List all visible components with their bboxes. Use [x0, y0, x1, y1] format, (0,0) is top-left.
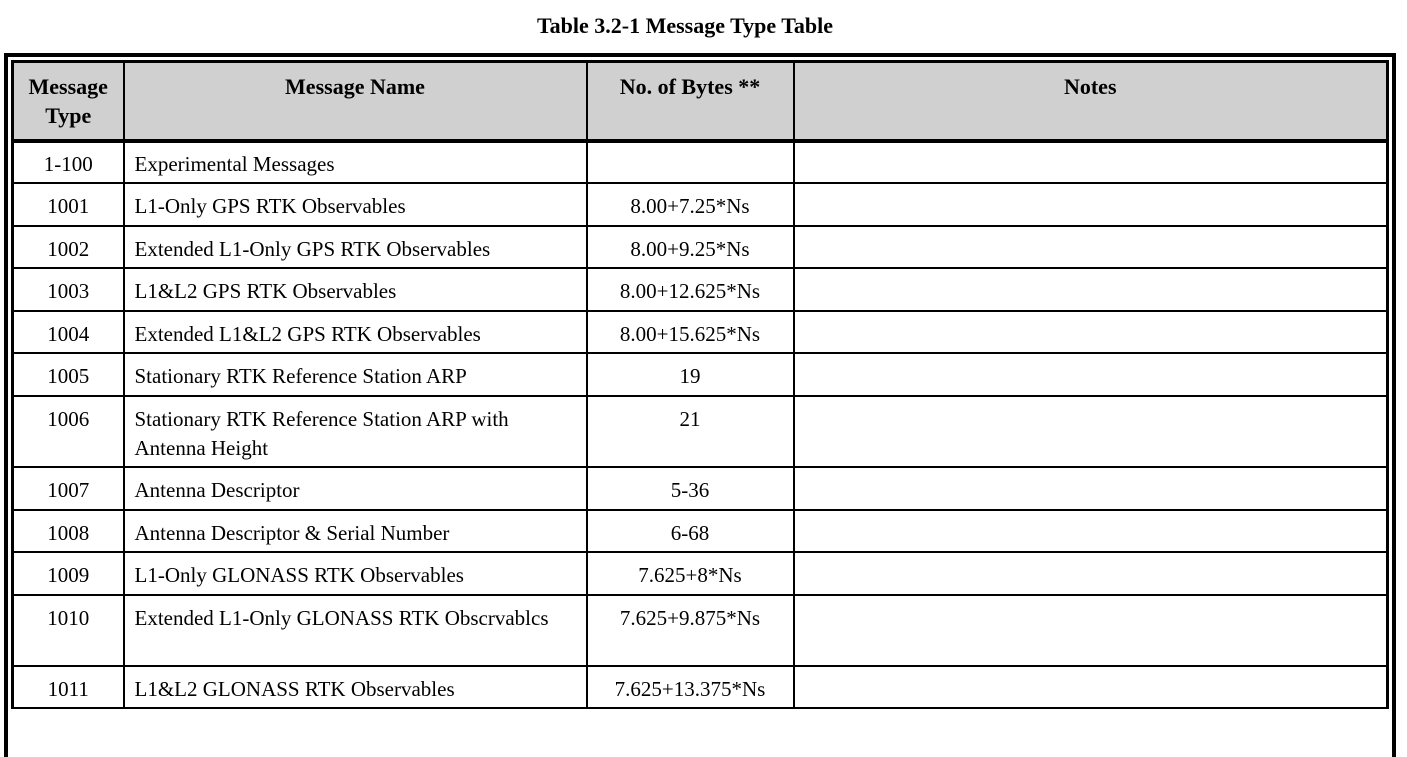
cell-message-type: 1011 — [13, 666, 124, 709]
cell-bytes — [587, 141, 794, 184]
cell-message-name: L1&L2 GPS RTK Observables — [124, 268, 587, 311]
table-row — [13, 183, 1388, 226]
header-notes: Notes — [794, 62, 1388, 142]
message-type-table — [4, 53, 1396, 757]
cell-message-name: L1-Only GPS RTK Observables — [124, 183, 587, 226]
cell-message-type: 1008 — [13, 510, 124, 553]
cell-bytes: 5-36 — [587, 467, 794, 510]
table-row — [13, 226, 1388, 269]
cell-message-name: Antenna Descriptor & Serial Number — [124, 510, 587, 553]
table-row — [13, 510, 1388, 553]
cell-message-type: 1007 — [13, 467, 124, 510]
cell-bytes: 7.625+13.375*Ns — [587, 666, 794, 709]
cell-notes — [794, 353, 1388, 396]
table-row — [13, 552, 1388, 595]
header-bytes: No. of Bytes ** — [587, 62, 794, 142]
cell-message-type: 1006 — [13, 396, 124, 467]
cell-bytes: 8.00+7.25*Ns — [587, 183, 794, 226]
table-row — [13, 311, 1388, 354]
cell-message-type: 1-100 — [13, 141, 124, 184]
cell-bytes: 6-68 — [587, 510, 794, 553]
cell-notes — [794, 268, 1388, 311]
table-row — [13, 353, 1388, 396]
table-row — [13, 595, 1388, 666]
cell-message-type: 1009 — [13, 552, 124, 595]
cell-message-name: Stationary RTK Reference Station ARP with Antenna Height — [124, 396, 587, 467]
cell-notes — [794, 226, 1388, 269]
cell-notes — [794, 552, 1388, 595]
cell-notes — [794, 510, 1388, 553]
cell-bytes: 21 — [587, 396, 794, 467]
cell-bytes: 8.00+15.625*Ns — [587, 311, 794, 354]
table-row — [13, 666, 1388, 709]
cell-message-name: Stationary RTK Reference Station ARP — [124, 353, 587, 396]
header-message-name: Message Name — [124, 62, 587, 142]
cell-bytes: 8.00+9.25*Ns — [587, 226, 794, 269]
cell-message-name: Extended L1-Only GPS RTK Observables — [124, 226, 587, 269]
table-row — [13, 268, 1388, 311]
cell-notes — [794, 183, 1388, 226]
cell-notes — [794, 311, 1388, 354]
cell-message-name: Extended L1&L2 GPS RTK Observables — [124, 311, 587, 354]
cell-bytes: 7.625+8*Ns — [587, 552, 794, 595]
cell-notes — [794, 595, 1388, 666]
cell-message-type: 1005 — [13, 353, 124, 396]
cell-message-name: Extended L1-Only GLONASS RTK Obscrvablcs — [124, 595, 587, 666]
cell-message-type: 1002 — [13, 226, 124, 269]
cell-notes — [794, 141, 1388, 184]
table-row — [13, 467, 1388, 510]
table-header — [11, 60, 1389, 143]
cell-notes — [794, 666, 1388, 709]
table-row — [13, 141, 1388, 184]
cell-message-name: Antenna Descriptor — [124, 467, 587, 510]
cell-message-type: 1010 — [13, 595, 124, 666]
cell-message-type: 1001 — [13, 183, 124, 226]
cell-bytes: 19 — [587, 353, 794, 396]
cell-message-name: L1&L2 GLONASS RTK Observables — [124, 666, 587, 709]
cell-message-name: L1-Only GLONASS RTK Observables — [124, 552, 587, 595]
table-title: Table 3.2-1 Message Type Table — [536, 13, 834, 38]
cell-message-name: Experimental Messages — [124, 141, 587, 184]
cell-notes — [794, 467, 1388, 510]
header-message-type: Message Type — [13, 62, 124, 142]
cell-bytes: 8.00+12.625*Ns — [587, 268, 794, 311]
cell-message-type: 1004 — [13, 311, 124, 354]
table-body — [11, 139, 1389, 709]
table-row — [13, 396, 1388, 467]
cell-bytes: 7.625+9.875*Ns — [587, 595, 794, 666]
cell-message-type: 1003 — [13, 268, 124, 311]
cell-notes — [794, 396, 1388, 467]
